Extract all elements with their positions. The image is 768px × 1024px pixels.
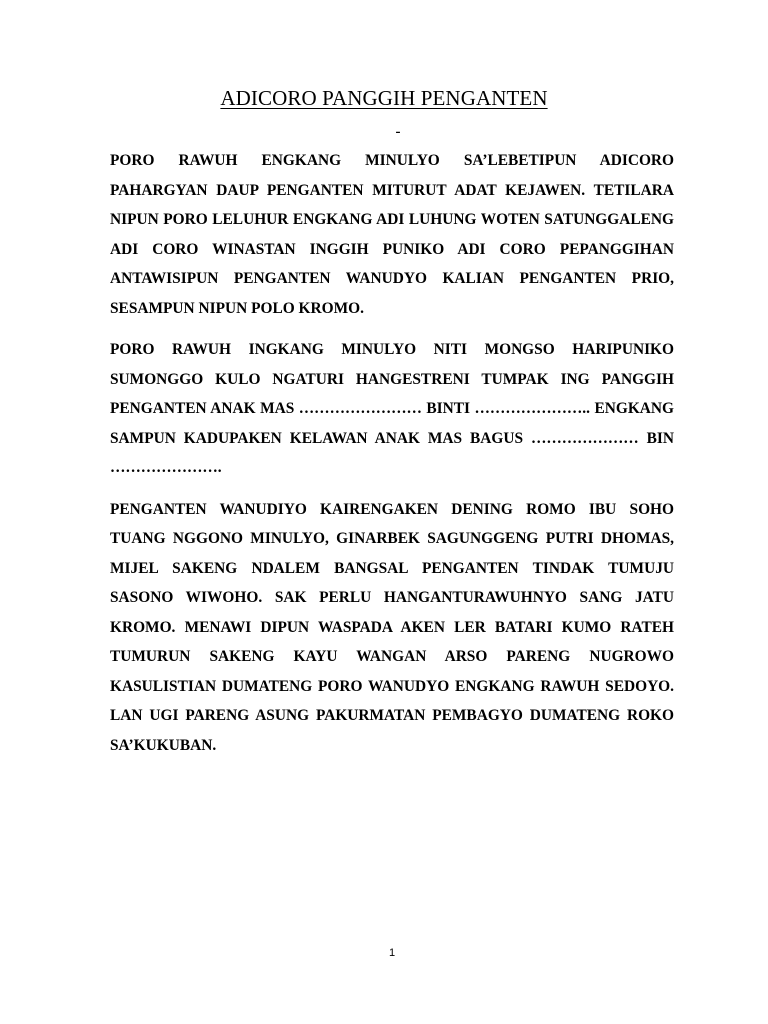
paragraph-invitation: PORO RAWUH INGKANG MINULYO NITI MONGSO HARIPUNIKO SUMONGGO KULO NGATURI HANGESTRENI TUMPAK ING PANGGIH PENGANTEN ANAK MAS …………………… BINTI ………………….. ENGKANG SAMPUN KADUPAKEN KELAWAN ANAK MAS BAGUS ………………… BIN …………………. [110, 341, 674, 476]
page-number: 1 [388, 947, 396, 959]
title-separator: - [395, 124, 401, 140]
paragraph-procession: PENGANTEN WANUDIYO KAIRENGAKEN DENING ROMO IBU SOHO TUANG NGGONO MINULYO, GINARBEK SAGUNGGENG PUTRI DHOMAS, MIJEL SAKENG NDALEM BANGSAL PENGANTEN TINDAK TUMUJU SASONO WIWOHO. SAK PERLU HANGANTURAWUHNYO SANG JATU KROMO. MENAWI DIPUN WASPADA AKEN LER BATARI KUMO RATEH TUMURUN SAKENG KAYU WANGAN ARSO PARENG NUGROWO KASULISTIAN DUMATENG PORO WANUDYO ENGKANG RAWUH SEDOYO. LAN UGI PARENG ASUNG PAKURMATAN PEMBAGYO DUMATENG ROKO SA’KUKUBAN. [110, 500, 674, 754]
document-body [110, 146, 674, 772]
paragraph-opening: PORO RAWUH ENGKANG MINULYO SA’LEBETIPUN ADICORO PAHARGYAN DAUP PENGANTEN MITURUT ADAT KEJAWEN. TETILARA NIPUN PORO LELUHUR ENGKANG ADI LUHUNG WOTEN SATUNGGALENG ADI CORO WINASTAN INGGIH PUNIKO ADI CORO PEPANGGIHAN ANTAWISIPUN PENGANTEN WANUDYO KALIAN PENGANTEN PRIO, SESAMPUN NIPUN POLO KROMO. [110, 152, 674, 317]
document-title: ADICORO PANGGIH PENGANTEN [220, 86, 548, 110]
